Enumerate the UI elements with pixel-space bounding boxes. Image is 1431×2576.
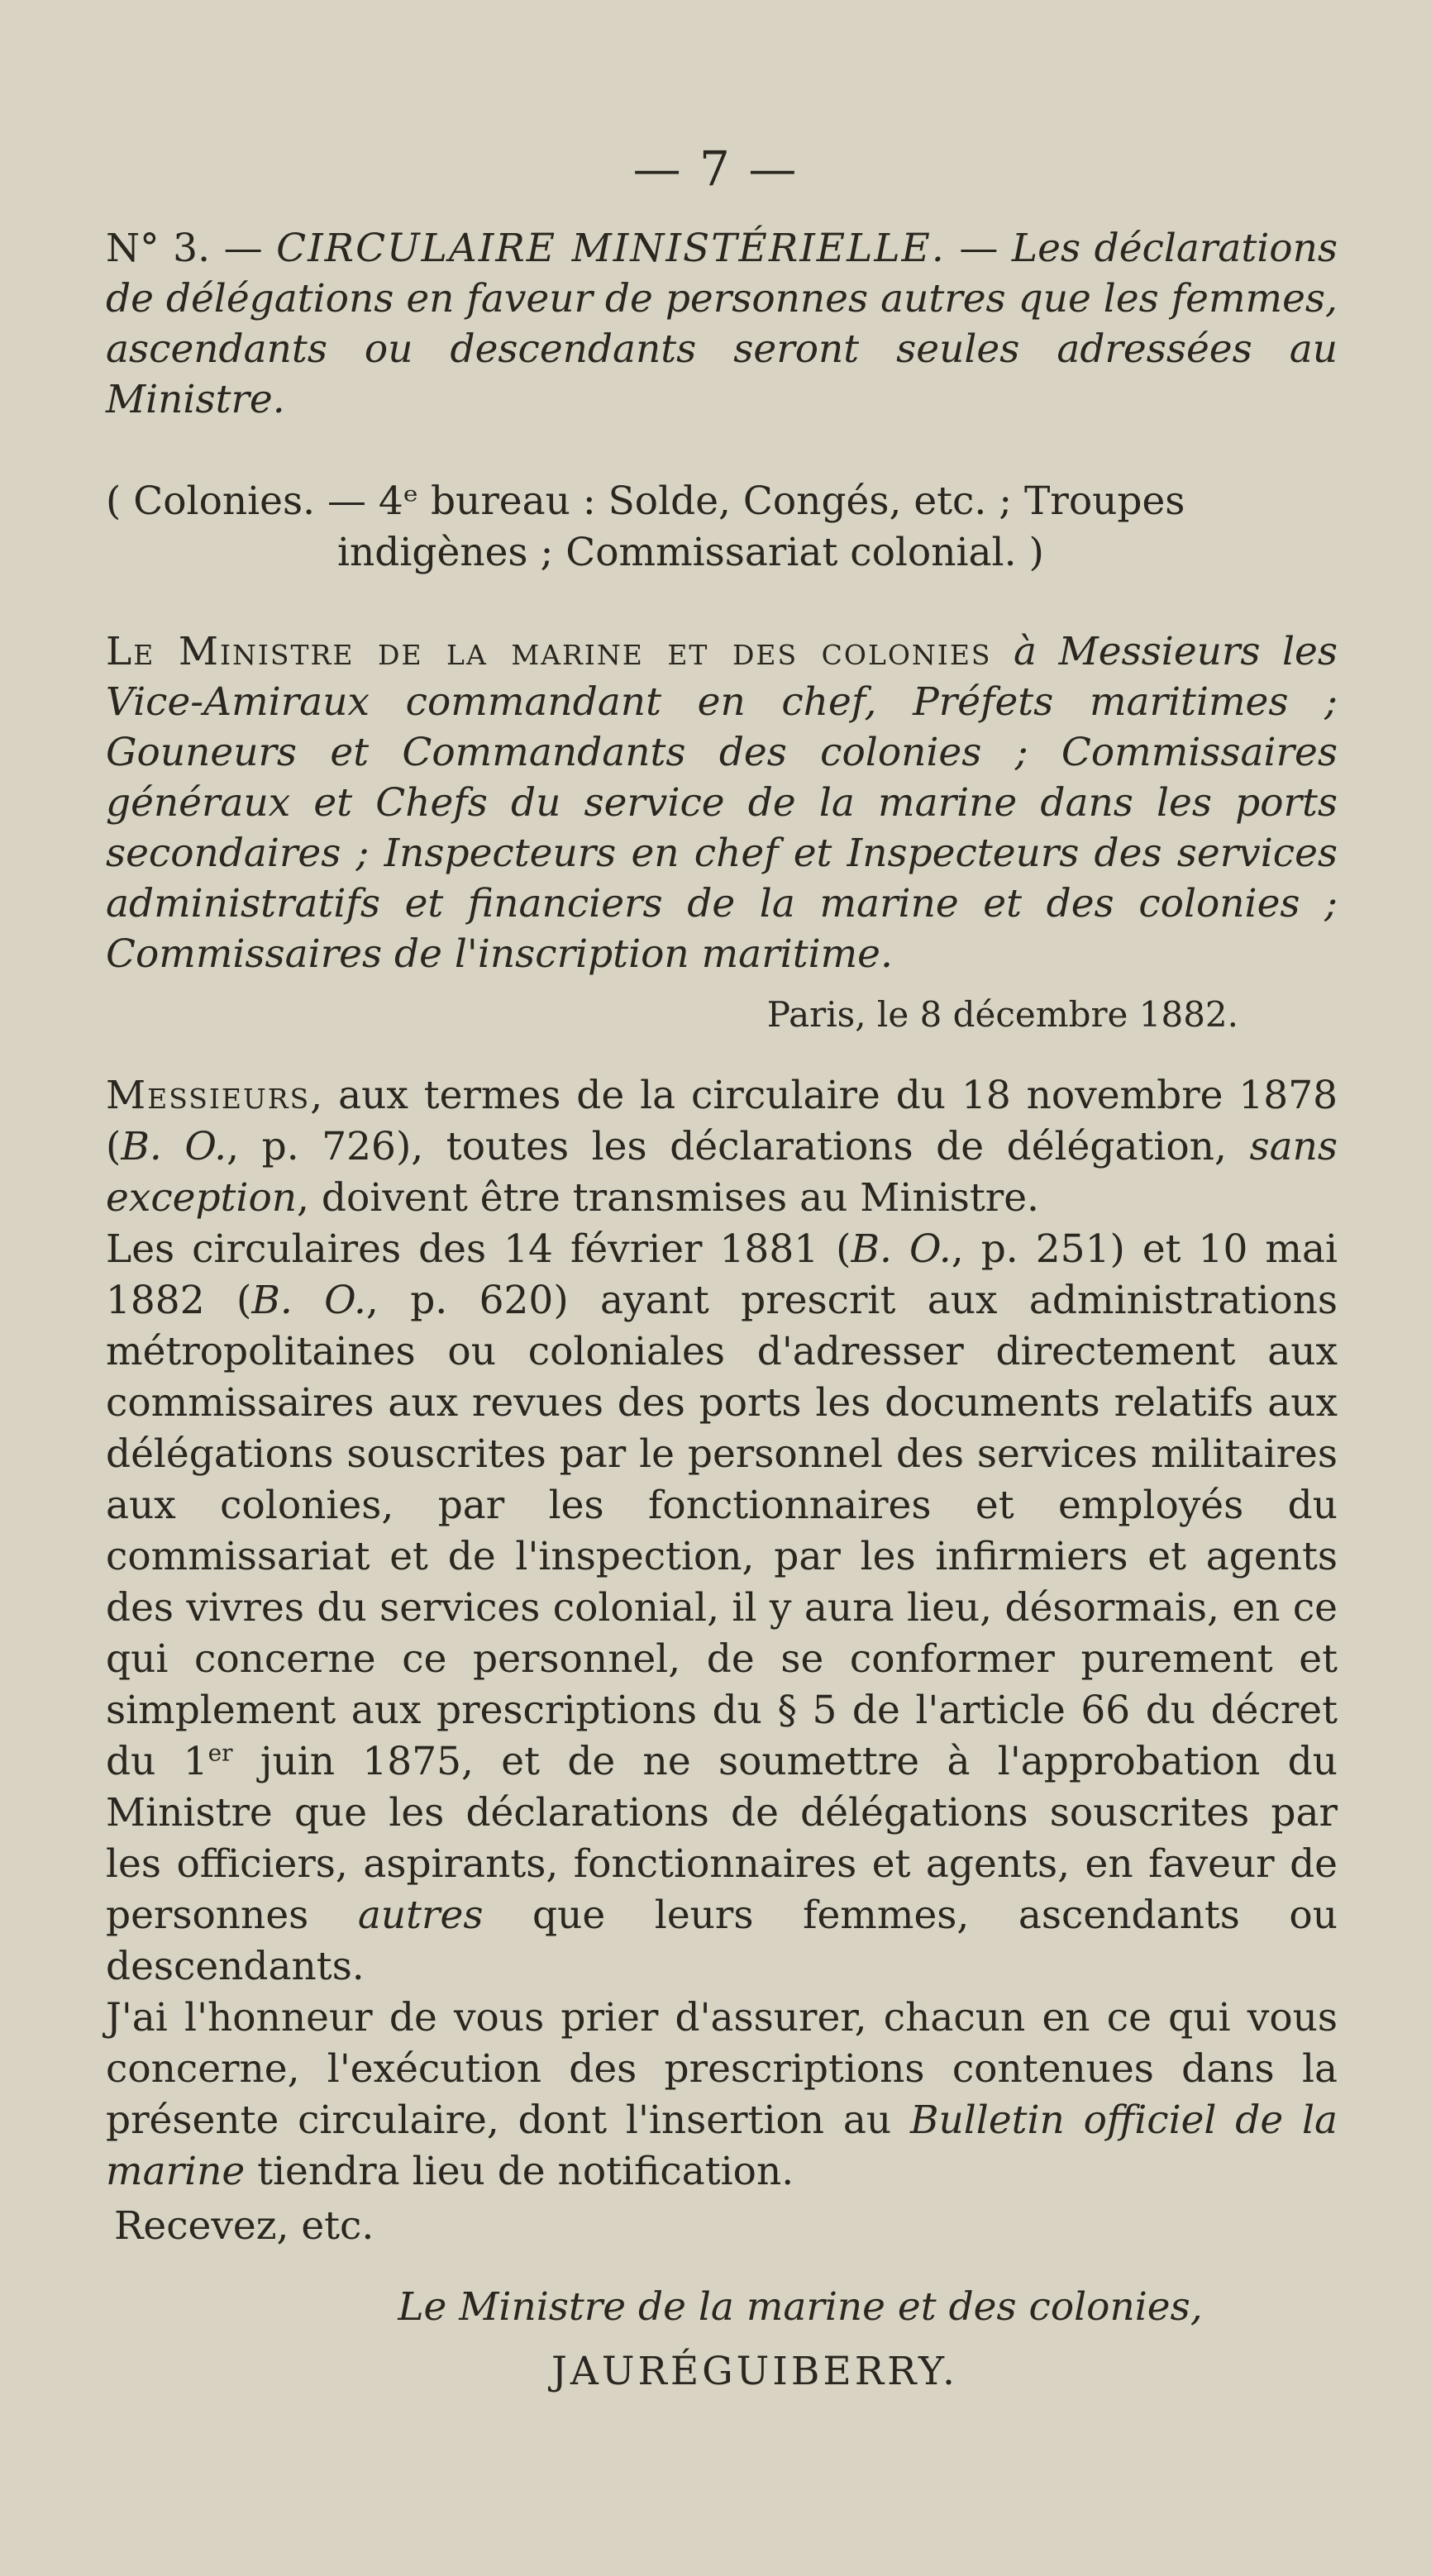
page-number: — 7 —	[632, 140, 799, 197]
signature-name: JAURÉGUIBERRY.	[551, 2349, 958, 2394]
p2-text-e: que leurs femmes, ascendants ou descendants.	[106, 1893, 1338, 1989]
circular-title: CIRCULAIRE MINISTÉRIELLE.	[276, 226, 946, 271]
circular-heading	[106, 223, 1338, 425]
body-paragraph-1	[106, 1070, 1338, 1224]
recipients: à Messieurs les Vice-Amiraux commandant en chef, Préfets maritimes ; Gouneurs et Commandants des colonies ; Commissaires généraux et Chefs du service de la marine dans les ports secondaires ; Inspecteurs en chef et Inspecteurs des services administratifs et financiers de la marine et des colonies ; Commissaires de l'inscription maritime.	[106, 629, 1338, 977]
p2-italic: autres	[357, 1893, 484, 1938]
heading-dash-2: —	[945, 226, 1012, 271]
document-content	[106, 223, 1338, 2397]
p2-text-b: , p. 251) et 10 mai 1882 (	[106, 1226, 1338, 1323]
p1-text-b: , p. 726), toutes les déclarations de délégation,	[227, 1124, 1250, 1169]
p2-ref-1: B. O.	[851, 1226, 952, 1272]
p3-text-b: tiendra lieu de notification.	[245, 2149, 794, 2194]
body-paragraph-2	[106, 1224, 1338, 1993]
p2-text-c: , p. 620) ayant prescrit aux administrations métropolitaines ou coloniales d'adresser directement aux commissaires aux revues des ports les documents relatifs aux délégations souscrites par le personnel des services militaires aux colonies, par les fonctionnaires et employés du commissariat et de l'inspection, par les infirmiers et agents des vivres du services colonial, il y aura lieu, désormais, en ce qui concerne ce personnel, de se conformer purement et simplement aux prescriptions du § 5 de l'article 66 du décret du 1	[106, 1278, 1338, 1784]
p1-text-c: , doivent être transmises au Ministre.	[297, 1175, 1039, 1221]
closing-greeting: Recevez, etc.	[114, 2203, 374, 2249]
p1-italic: sans exception	[106, 1124, 1338, 1221]
body-paragraph-3	[106, 1993, 1338, 2197]
salutation: Messieurs	[106, 1073, 311, 1118]
bureau-line-1: ( Colonies. — 4ᵉ bureau : Solde, Congés, etc. ; Troupes	[106, 479, 1185, 524]
p2-ref-2: B. O.	[251, 1278, 366, 1323]
circular-number: N° 3.	[106, 226, 211, 271]
bureau-note	[106, 476, 1338, 579]
p3-text-a: J'ai l'honneur de vous prier d'assurer, chacun en ce qui vous concerne, l'exécution des prescriptions contenues dans la présente circulaire, dont l'insertion au	[106, 1995, 1338, 2143]
signature-title: Le Ministre de la marine et des colonies,	[398, 2284, 1203, 2330]
bureau-line-2: indigènes ; Commissariat colonial. )	[337, 530, 1044, 575]
date-line: Paris, le 8 décembre 1882.	[766, 994, 1238, 1035]
circular-summary: Les déclarations de délégations en faveur de personnes autres que les femmes, ascendants ou descendants seront seules adressées au Ministre.	[106, 226, 1338, 422]
p1-ref: B. O.	[121, 1124, 227, 1169]
p1-text-a: , aux termes de la circulaire du 18 novembre 1878 (	[106, 1073, 1338, 1169]
p2-text-d: juin 1875, et de ne soumettre à l'approbation du Ministre que les déclarations de délégations souscrites par les officiers, aspirants, fonctionnaires et agents, en faveur de personnes	[106, 1739, 1338, 1938]
p3-italic: Bulletin officiel de la marine	[106, 2097, 1338, 2194]
p2-text-a: Les circulaires des 14 février 1881 (	[106, 1226, 851, 1272]
p2-superscript: er	[207, 1739, 233, 1767]
address-block	[106, 626, 1338, 979]
heading-dash: —	[210, 226, 277, 271]
sender: Le Ministre de la marine et des colonies	[106, 629, 992, 674]
